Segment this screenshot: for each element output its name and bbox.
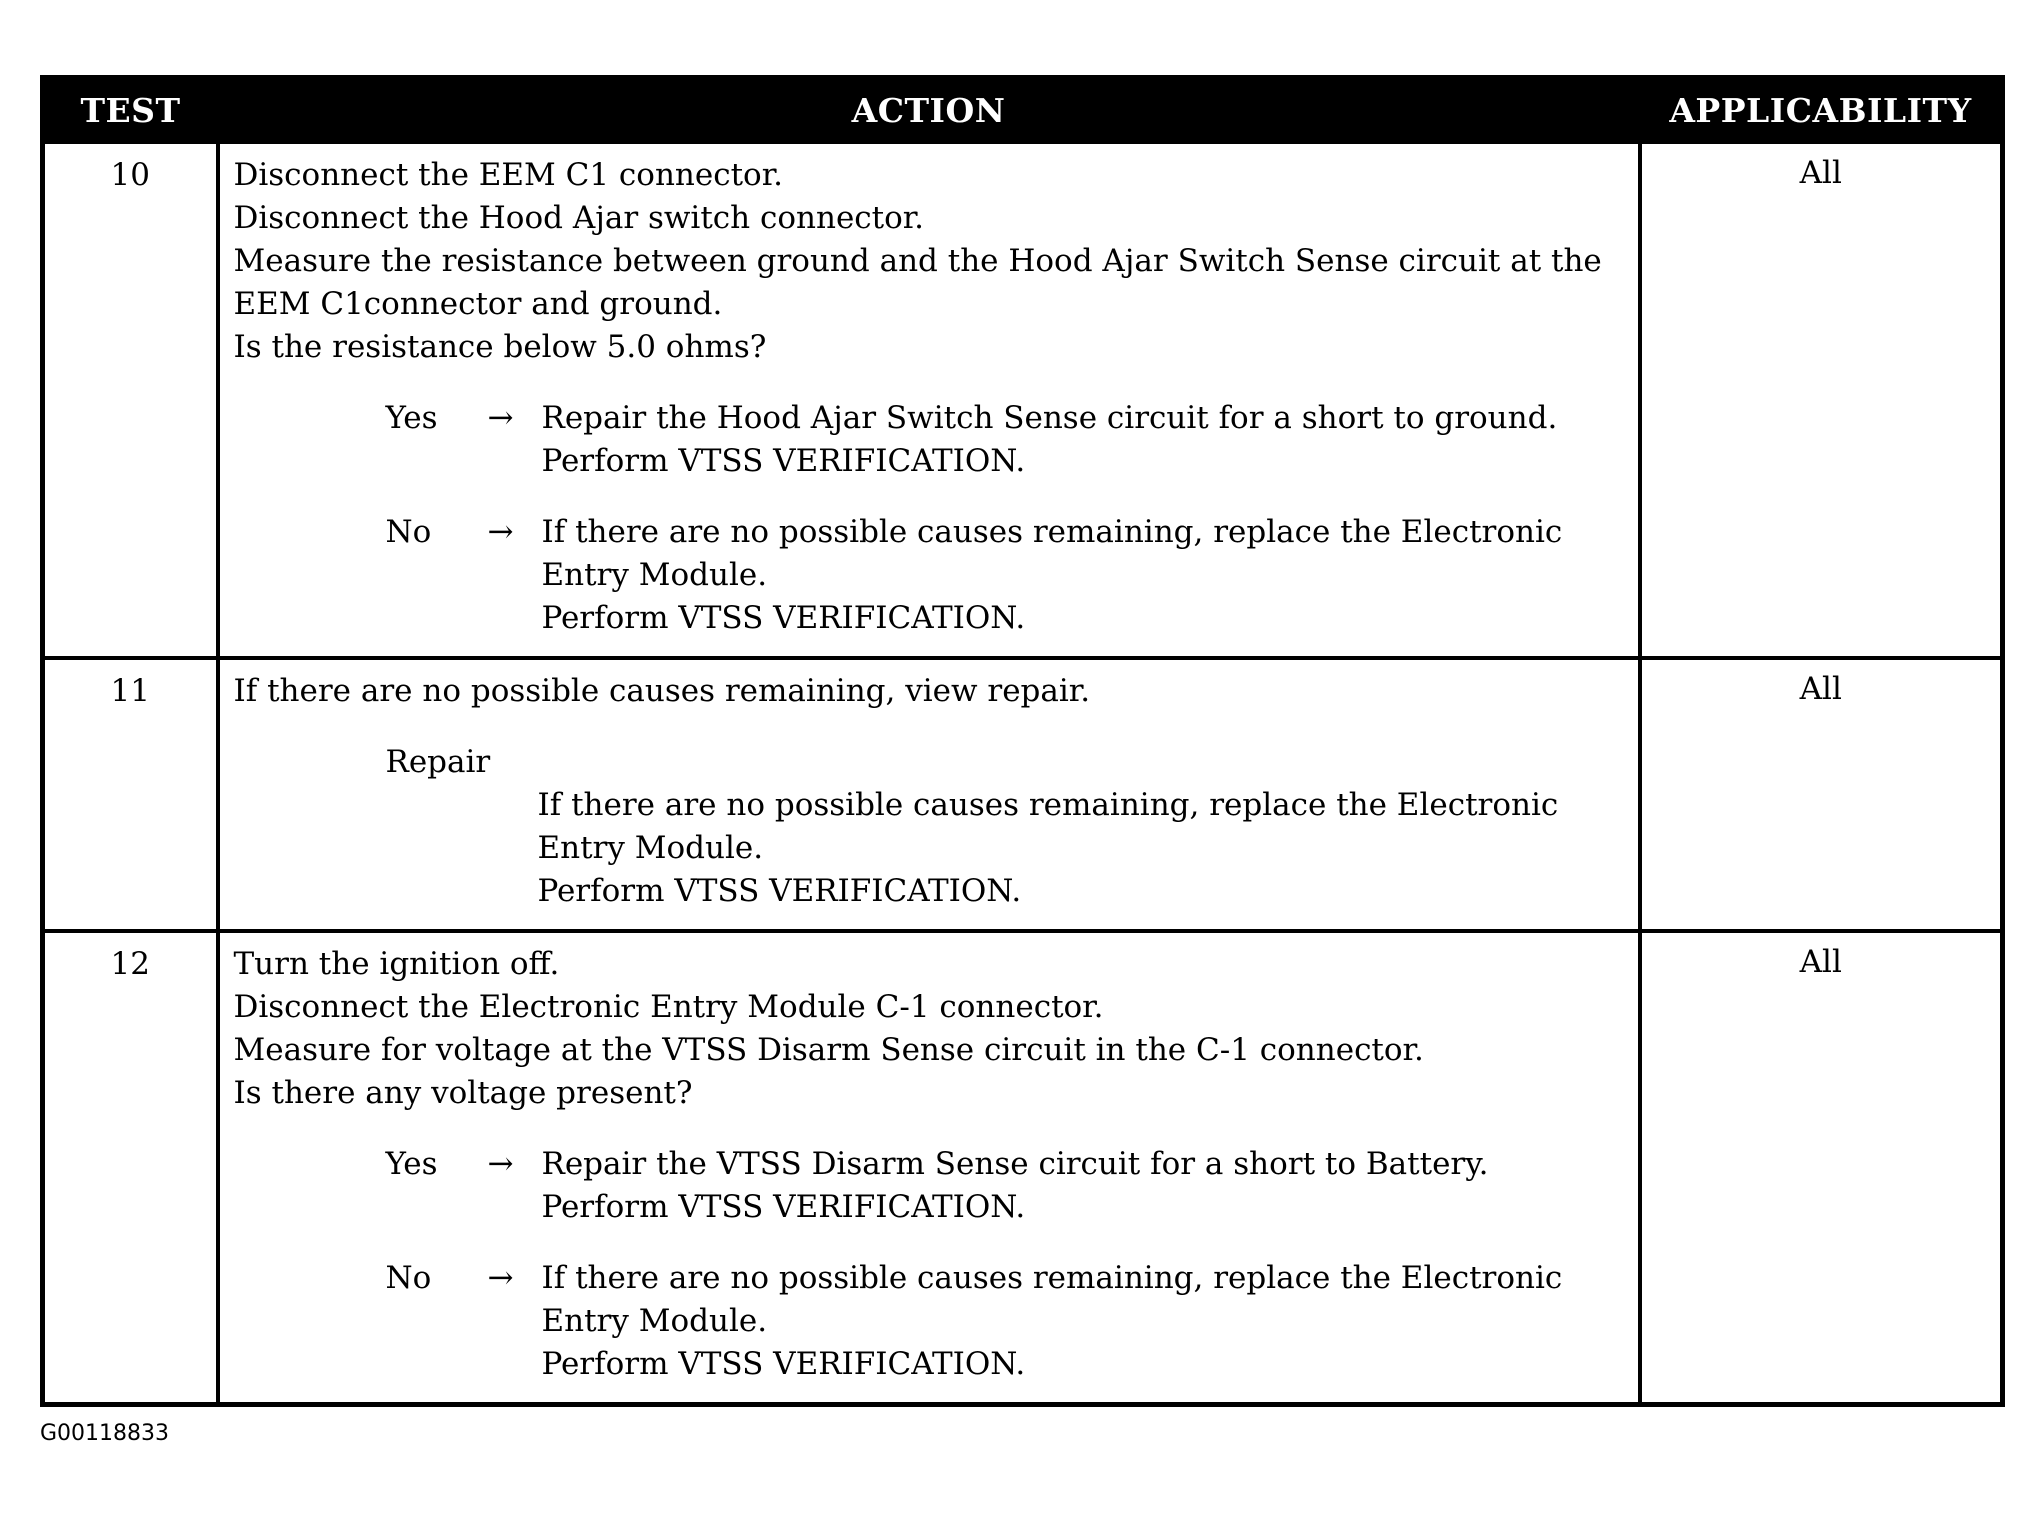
no-outcome <box>542 1257 1626 1386</box>
no-result <box>386 1257 1626 1386</box>
right-arrow-icon: → <box>487 400 514 436</box>
action-step: Disconnect the Electronic Entry Module C-1 connector. <box>233 989 1104 1025</box>
header-applicability: APPLICABILITY <box>1640 78 2003 143</box>
no-label: No <box>385 1260 432 1296</box>
figure-id: G00118833 <box>40 1421 170 1446</box>
action-step: Disconnect the EEM C1 connector. <box>233 157 783 193</box>
outcome-line: Perform VTSS VERIFICATION. <box>541 1189 1026 1225</box>
action-cell <box>218 658 1640 931</box>
table-row-test-10 <box>43 142 2003 658</box>
right-arrow-icon: → <box>487 1260 514 1296</box>
repair-outcome <box>538 784 1626 913</box>
yes-outcome <box>542 1143 1626 1229</box>
outcome-line: Perform VTSS VERIFICATION. <box>541 443 1026 479</box>
outcome-line: If there are no possible causes remaining, replace the Electronic Entry Module. <box>537 787 1559 866</box>
outcome-line: If there are no possible causes remaining, replace the Electronic Entry Module. <box>541 1260 1563 1339</box>
outcome-line: Perform VTSS VERIFICATION. <box>541 600 1026 636</box>
table-row-test-11 <box>43 658 2003 931</box>
action-step: Measure the resistance between ground and the Hood Ajar Switch Sense circuit at the EEM C1connector and ground. <box>233 243 1602 322</box>
action-step: Measure for voltage at the VTSS Disarm Sense circuit in the C-1 connector. <box>233 1032 1424 1068</box>
action-step: Turn the ignition off. <box>233 946 560 982</box>
applicability-value: All <box>1640 142 2003 658</box>
no-outcome <box>542 511 1626 640</box>
applicability-value: All <box>1640 931 2003 1405</box>
diagnostic-table-sheet <box>40 75 2000 1407</box>
right-arrow-icon: → <box>487 514 514 550</box>
action-question: Is there any voltage present? <box>233 1075 693 1111</box>
action-cell <box>218 142 1640 658</box>
outcome-line: Perform VTSS VERIFICATION. <box>541 1346 1026 1382</box>
header-test: TEST <box>43 78 218 143</box>
action-step: If there are no possible causes remaining, view repair. <box>233 673 1091 709</box>
yes-result <box>386 1143 1626 1229</box>
test-number: 11 <box>43 658 218 931</box>
yes-result <box>386 397 1626 483</box>
yes-label: Yes <box>385 400 438 436</box>
action-step: Disconnect the Hood Ajar switch connector. <box>233 200 925 236</box>
outcome-line: Repair the VTSS Disarm Sense circuit for a short to Battery. <box>541 1146 1489 1182</box>
no-label: No <box>385 514 432 550</box>
table-header-row <box>43 78 2003 143</box>
repair-label: Repair <box>385 744 491 780</box>
no-result <box>386 511 1626 640</box>
test-number: 10 <box>43 142 218 658</box>
action-cell <box>218 931 1640 1405</box>
table-row-test-12 <box>43 931 2003 1405</box>
test-number: 12 <box>43 931 218 1405</box>
outcome-line: Repair the Hood Ajar Switch Sense circuit for a short to ground. <box>541 400 1558 436</box>
diagnostic-test-table <box>40 75 2005 1407</box>
header-action: ACTION <box>218 78 1640 143</box>
yes-label: Yes <box>385 1146 438 1182</box>
outcome-line: If there are no possible causes remaining, replace the Electronic Entry Module. <box>541 514 1563 593</box>
yes-outcome <box>542 397 1626 483</box>
repair-block <box>386 741 1626 913</box>
right-arrow-icon: → <box>487 1146 514 1182</box>
applicability-value: All <box>1640 658 2003 931</box>
action-question: Is the resistance below 5.0 ohms? <box>233 329 767 365</box>
outcome-line: Perform VTSS VERIFICATION. <box>537 873 1022 909</box>
